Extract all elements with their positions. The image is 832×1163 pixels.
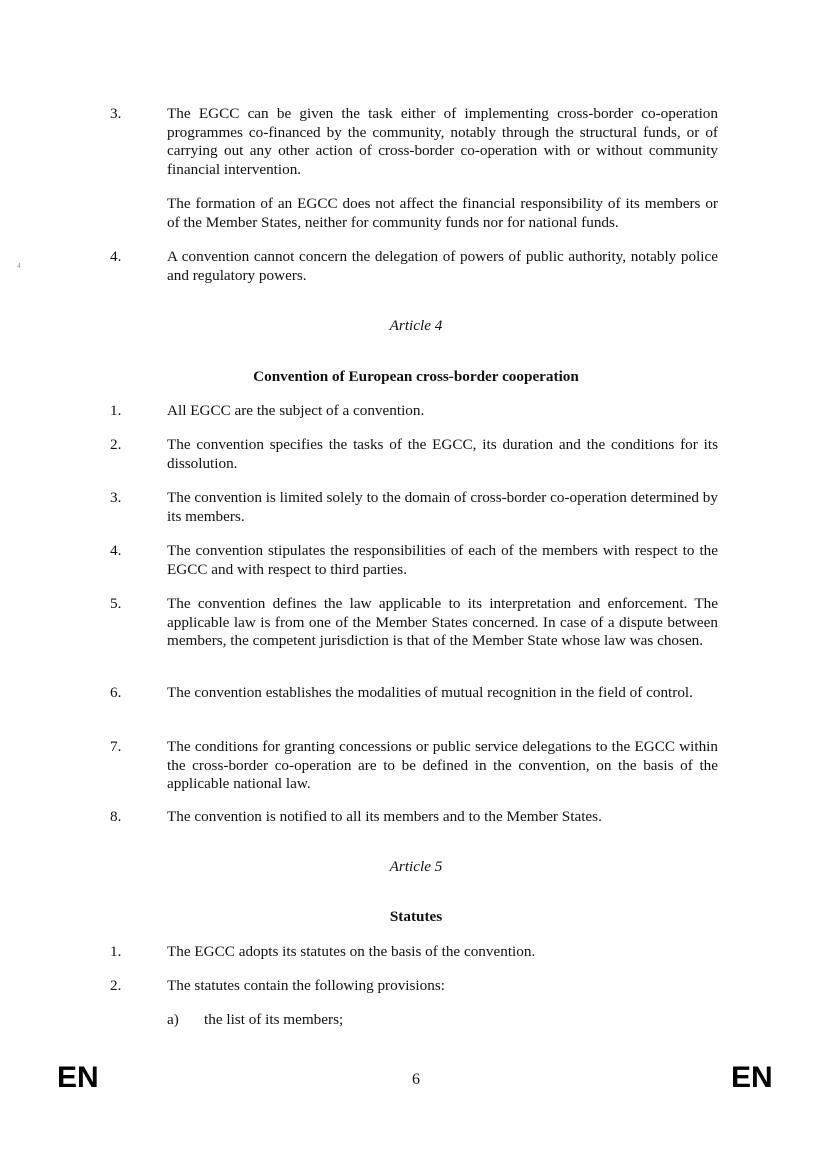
item-text: The convention specifies the tasks of the EGCC, its duration and the conditions for its dissolution.: [167, 436, 718, 472]
item-number: 3.: [110, 489, 122, 506]
item-number: 1.: [110, 402, 122, 419]
item-number: 4.: [110, 542, 122, 559]
item-number: 7.: [110, 738, 122, 755]
item-text: A convention cannot concern the delegation of powers of public authority, notably police and regulatory powers.: [167, 248, 718, 284]
paragraph: The formation of an EGCC does not affect the financial responsibility of its members or of the Member States, neither for community funds nor for national funds.: [167, 195, 718, 231]
item-number: 2.: [110, 436, 122, 453]
margin-mark: 4: [17, 262, 21, 270]
item-number: 1.: [110, 943, 122, 960]
item-number: 8.: [110, 808, 122, 825]
item-text: The convention is limited solely to the domain of cross-border co-operation determined by its members.: [167, 489, 718, 525]
item-number: 5.: [110, 595, 122, 612]
article-label: Article 4: [389, 317, 443, 334]
item-text: The conditions for granting concessions or public service delegations to the EGCC within the cross-border co-operation are to be defined in the convention, on the basis of the applicable national law.: [167, 738, 718, 793]
item-number: 3.: [110, 105, 122, 122]
item-number: 6.: [110, 684, 122, 701]
article-title: Statutes: [389, 908, 443, 925]
item-text: The convention establishes the modalities of mutual recognition in the field of control.: [167, 684, 693, 701]
language-code-right: EN: [731, 1061, 773, 1094]
page-number: 6: [412, 1071, 420, 1088]
sub-item-text: the list of its members;: [204, 1011, 344, 1028]
item-text: The convention defines the law applicable to its interpretation and enforcement. The applicable law is from one of the Member States concerned. In case of a dispute between members, the competent jurisdiction is that of the Member State whose law was chosen.: [167, 595, 718, 650]
item-number: 4.: [110, 248, 122, 265]
item-number: 2.: [110, 977, 122, 994]
item-text: All EGCC are the subject of a convention.: [167, 402, 425, 419]
item-text: The EGCC can be given the task either of implementing cross-border co-operation programmes co-financed by the community, notably through the structural funds, or of carrying out any other action of cross-border co-operation with or without community financial intervention.: [167, 105, 718, 178]
item-text: The convention is notified to all its members and to the Member States.: [167, 808, 602, 825]
article-title: Convention of European cross-border cooperation: [253, 368, 579, 385]
language-code-left: EN: [57, 1061, 99, 1094]
item-text: The EGCC adopts its statutes on the basis of the convention.: [167, 943, 536, 960]
item-text: The convention stipulates the responsibilities of each of the members with respect to the EGCC and with respect to third parties.: [167, 542, 718, 578]
item-text: The statutes contain the following provisions:: [167, 977, 445, 994]
article-label: Article 5: [389, 858, 443, 875]
sub-item-letter: a): [167, 1011, 179, 1028]
